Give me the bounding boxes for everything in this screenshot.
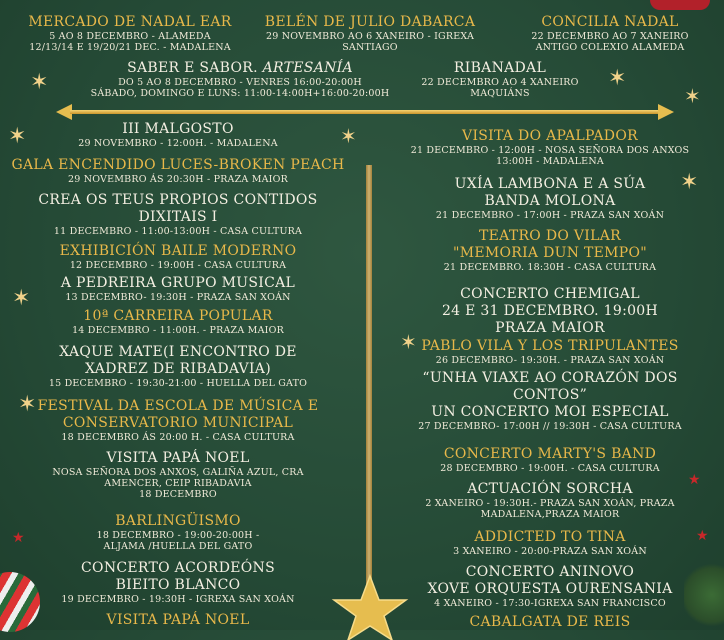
event-title: BARLINGÜISMO: [115, 513, 241, 529]
sparkle-star-icon: ✶: [18, 392, 37, 417]
event-detail: 21 DECEMBRO. 18:30H - CASA CULTURA: [443, 262, 657, 273]
event-concilia-nadal: [500, 14, 720, 53]
event-item: [376, 481, 724, 520]
event-title: RIBANADAL: [453, 60, 547, 76]
event-belen: [250, 14, 490, 53]
event-title: 24 E 31 DECEMBRO. 19:00H: [441, 303, 659, 319]
event-detail: 13 DECEMBRO- 19:30H - PRAZA SAN XOÁN: [65, 292, 291, 303]
red-star-icon: ★: [696, 528, 709, 544]
event-detail: SÁBADO, DOMINGO E LUNS: 11:00-14:00H+16:00-20:00H: [90, 88, 390, 99]
event-item: [0, 344, 356, 389]
event-title: 10ª CARREIRA POPULAR: [83, 308, 273, 324]
event-detail: 18 DECEMBRO: [139, 489, 217, 500]
event-title: CREA OS TEUS PROPIOS CONTIDOS: [38, 192, 318, 208]
event-detail: 15 DECEMBRO - 19:30-21:00 - HUELLA DEL GATO: [48, 378, 308, 389]
event-title: BANDA MOLONA: [484, 193, 616, 209]
sparkle-star-icon: ✶: [684, 84, 701, 108]
event-detail: 26 DECEMBRO- 19:30H. - PRAZA SAN XOÁN: [435, 355, 665, 366]
event-title: "MEMORIA DUN TEMPO": [452, 245, 648, 261]
event-item: [376, 529, 724, 557]
event-title: CONCERTO MARTY'S BAND: [443, 446, 657, 462]
event-detail: 21 DECEMBRO - 17:00H - PRAZA SAN XOÁN: [435, 210, 665, 221]
event-title: XOVE ORQUESTA OURENSANIA: [427, 581, 673, 597]
gold-divider-banner: [56, 104, 674, 120]
event-item: [376, 338, 724, 366]
red-ribbon-decoration: [650, 0, 710, 10]
event-detail: 29 NOVEMBRO - 12:00H. - MADALENA: [78, 138, 278, 149]
event-detail: 18 DECEMBRO ÁS 20:00 H. - CASA CULTURA: [61, 432, 295, 443]
event-detail: NOSA SEÑORA DOS ANXOS, GALIÑA AZUL, CRA: [52, 467, 304, 478]
event-item: [376, 614, 724, 631]
event-detail: 19 DECEMBRO - 19:30H - IGREXA SAN XOÁN: [61, 594, 295, 605]
sparkle-star-icon: ✶: [680, 170, 699, 195]
red-star-icon: ★: [12, 530, 25, 546]
event-detail: 28 DECEMBRO - 19:00H. - CASA CULTURA: [440, 463, 660, 474]
event-title: ACTUACIÓN SORCHA: [467, 481, 633, 497]
event-item: [376, 228, 724, 273]
event-ribanadal: [400, 60, 600, 99]
event-title: TEATRO DO VILAR: [479, 228, 621, 244]
event-detail: 5 AO 8 DECEMBRO - ALAMEDA: [49, 31, 211, 42]
pine-branch-decoration: [684, 560, 724, 630]
event-detail: SANTIAGO: [342, 42, 398, 53]
event-item: [0, 612, 356, 629]
sparkle-star-icon: ✶: [400, 330, 417, 354]
event-title: CABALGATA DE REIS: [469, 614, 631, 630]
event-item: [0, 513, 356, 552]
tree-pole-decoration: [366, 165, 372, 605]
event-title: BIEITO BLANCO: [115, 577, 241, 593]
sparkle-star-icon: ✶: [30, 70, 49, 95]
event-title: III MALGOSTO: [122, 121, 234, 137]
event-item: [376, 370, 724, 432]
event-item: [0, 121, 356, 149]
event-detail: DO 5 AO 8 DECEMBRO - VENRES 16:00-20:00H: [118, 77, 362, 88]
event-title: CONCERTO ANINOVO: [465, 564, 635, 580]
event-detail: 27 DECEMBRO- 17:00H // 19:30H - CASA CULTURA: [418, 421, 682, 432]
event-detail: MADALENA,PRAZA MAIOR: [480, 509, 620, 520]
sparkle-star-icon: ✶: [12, 286, 31, 311]
event-title: DIXITAIS I: [138, 209, 218, 225]
event-detail: 3 XANEIRO - 20:00-PRAZA SAN XOÁN: [453, 546, 647, 557]
event-item: [376, 128, 724, 167]
sparkle-star-icon: ✶: [608, 66, 627, 91]
event-mercado-de-nadal: [0, 14, 260, 53]
event-title-italic: ARTESANÍA: [262, 60, 353, 76]
sparkle-star-icon: ✶: [340, 124, 357, 148]
event-title: UN CONCERTO MOI ESPECIAL: [431, 404, 669, 420]
event-title: SABER E SABOR.: [127, 60, 258, 76]
event-item: [0, 192, 356, 237]
event-title: XAQUE MATE(I ENCONTRO DE: [59, 344, 297, 360]
event-detail: 18 DECEMBRO - 19:00-20:00H -: [96, 530, 260, 541]
event-item: [0, 450, 356, 500]
event-title: EXHIBICIÓN BAILE MODERNO: [59, 243, 297, 259]
event-detail: ANTIGO COLEXIO ALAMEDA: [535, 42, 685, 53]
event-title: XADREZ DE RIBADAVIA): [85, 361, 271, 377]
event-title: A PEDREIRA GRUPO MUSICAL: [60, 275, 296, 291]
event-title: FESTIVAL DA ESCOLA DE MÚSICA E: [37, 398, 319, 414]
event-detail: 12/13/14 E 19/20/21 DEC. - MADALENA: [29, 42, 231, 53]
event-detail: ALJAMA /HUELLA DEL GATO: [103, 541, 253, 552]
event-detail: 11 DECEMBRO - 11:00-13:00H - CASA CULTURA: [53, 226, 303, 237]
event-title: CONCERTO ACORDEÓNS: [81, 560, 275, 576]
event-title: “UNHA VIAXE AO CORAZÓN DOS: [422, 370, 678, 386]
event-item: [0, 243, 356, 271]
event-detail: 14 DECEMBRO - 11:00H. - PRAZA MAIOR: [72, 325, 284, 336]
event-detail: 2 XANEIRO - 19:30H.- PRAZA SAN XOÁN, PRAZA: [425, 498, 675, 509]
event-title: VISITA PAPÁ NOEL: [106, 450, 250, 466]
event-item: [0, 157, 356, 185]
event-detail: 4 XANEIRO - 17:30-IGREXA SAN FRANCISCO: [434, 598, 666, 609]
event-title: PRAZA MAIOR: [495, 320, 605, 336]
event-detail: 21 DECEMBRO - 12:00H - NOSA SEÑORA DOS ANXOS: [410, 145, 690, 156]
event-saber-e-sabor: [60, 60, 420, 99]
event-detail: AMENCER, CEIP RIBADAVIA: [104, 478, 252, 489]
event-title: CONSERVATORIO MUNICIPAL: [62, 415, 294, 431]
event-item: [0, 560, 356, 605]
event-title: MERCADO DE NADAL EAR: [28, 14, 232, 30]
event-item: [376, 564, 724, 609]
event-detail: 12 DECEMBRO - 19:00H - CASA CULTURA: [69, 260, 287, 271]
event-item: [376, 446, 724, 474]
event-title: ADDICTED TO TINA: [474, 529, 626, 545]
event-title: PABLO VILA Y LOS TRIPULANTES: [421, 338, 679, 354]
event-detail: 29 NOVEMBRO ÁS 20:30H - PRAZA MAIOR: [68, 174, 288, 185]
event-detail: 22 DECEMBRO AO 7 XANEIRO: [531, 31, 689, 42]
event-title: CONCERTO CHEMIGAL: [460, 286, 640, 302]
event-title: CONCILIA NADAL: [541, 14, 679, 30]
event-detail: 29 NOVEMBRO AO 6 XANEIRO - IGREXA: [265, 31, 475, 42]
event-item: [0, 275, 356, 303]
event-title: GALA ENCENDIDO LUCES-BROKEN PEACH: [11, 157, 345, 173]
event-item: [0, 398, 356, 443]
event-detail: MAQUIÁNS: [470, 88, 530, 99]
event-title: VISITA DO APALPADOR: [462, 128, 638, 144]
event-item: [376, 176, 724, 221]
event-item: [0, 308, 356, 336]
sparkle-star-icon: ✶: [8, 124, 27, 149]
red-star-icon: ★: [688, 472, 701, 488]
event-title: BELÉN DE JULIO DABARCA: [264, 14, 476, 30]
event-detail: 22 DECEMBRO AO 4 XANEIRO: [421, 77, 579, 88]
event-item: [376, 286, 724, 337]
event-detail: 13:00H - MADALENA: [496, 156, 604, 167]
event-title: UXÍA LAMBONA E A SÚA: [454, 176, 646, 192]
event-title: VISITA PAPÁ NOEL: [106, 612, 250, 628]
event-title: CONTOS”: [512, 387, 588, 403]
